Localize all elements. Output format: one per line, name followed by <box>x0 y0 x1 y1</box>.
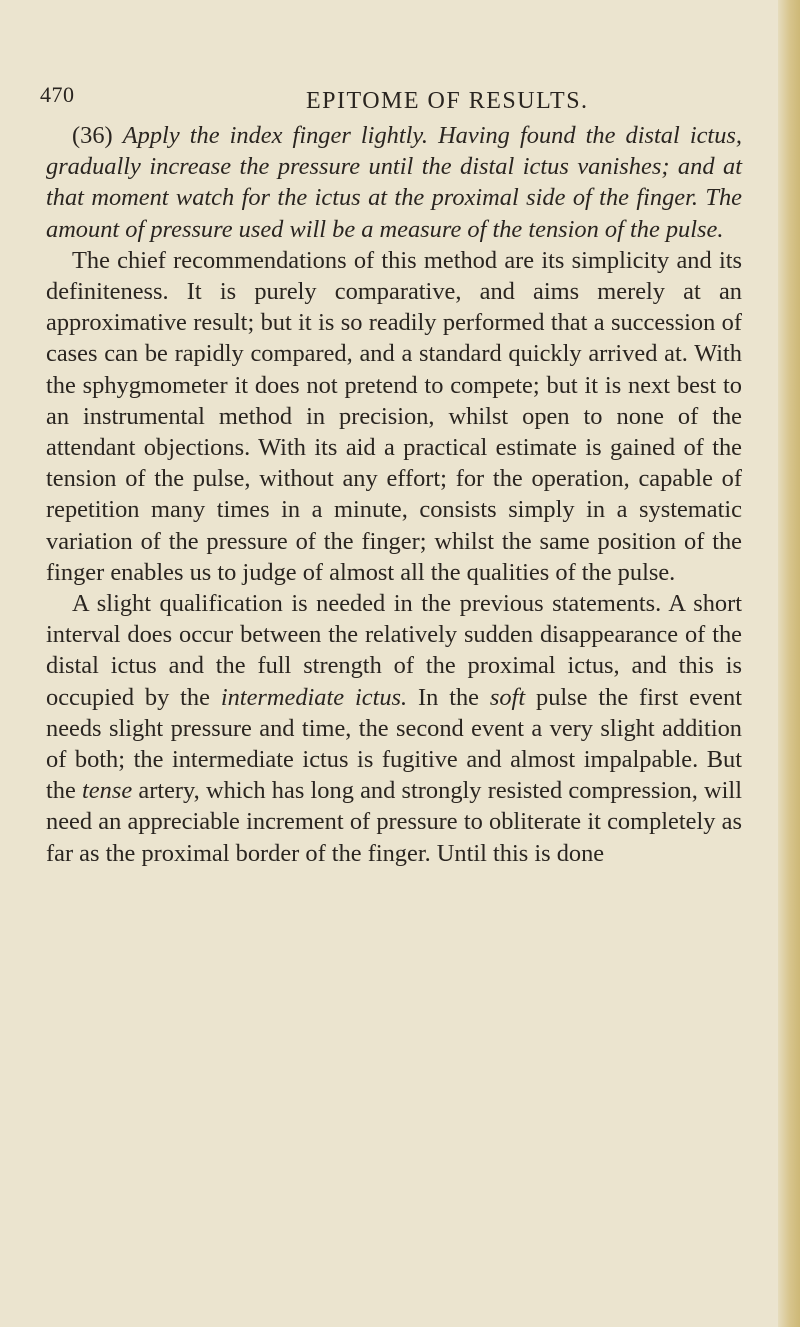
text-run: A slight qualification is needed in the previous statements. A short interval does occur between the relatively sudden disappearance of the distal ictus and the full strength of the proximal ictus, and this is occupied by the <box>46 590 742 711</box>
page-number: 470 <box>40 82 75 107</box>
page-header <box>0 82 800 122</box>
italic-soft: soft <box>489 683 526 711</box>
text-run: pulse the first event needs slight pressure and time, the second event a very slight addition of both; the intermediate ictus is fugitive and almost impalpable. But the <box>46 683 742 805</box>
text-run: artery, which has long and strongly resisted compression, will need an appreciable increment of pressure to obliterate it completely as far as the proximal border of the finger. Until this is done <box>46 777 742 867</box>
body-text <box>46 120 742 869</box>
paragraph-recommendations: The chief recommendations of this method are its simplicity and its definiteness. It is purely comparative, and aims merely at an approximative result; but it is so readily performed that a succession of cases can be rapidly compared, and a standard quickly arrived at. With the sphygmometer it does not pretend to compete; but it is next best to an instrumental method in precision, whilst open to none of the attendant objections. With its aid a practical estimate is gained of the tension of the pulse, without any effort; for the operation, capable of repetition many times in a minute, consists simply in a systematic variation of the pressure of the finger; whilst the same position of the finger enables us to judge of almost all the qualities of the pulse. <box>46 246 742 586</box>
page-edge-shadow <box>778 0 800 1327</box>
text-run: In the <box>418 683 479 711</box>
paragraph-36 <box>46 120 742 245</box>
paragraph-label: (36) <box>72 122 113 149</box>
paragraph-qualification <box>46 588 742 869</box>
italic-tense: tense <box>82 777 133 805</box>
instruction-italic: Apply the index finger lightly. Having found the distal ictus, gradually increase the pressure until the distal ictus vanishes; and at that moment watch for the ictus at the proximal side of the finger. The amount of pressure used will be a measure of the tension of the pulse. <box>46 122 742 243</box>
italic-intermediate-ictus: intermediate ictus. <box>220 683 408 711</box>
running-head: EPITOME OF RESULTS. <box>306 88 589 114</box>
